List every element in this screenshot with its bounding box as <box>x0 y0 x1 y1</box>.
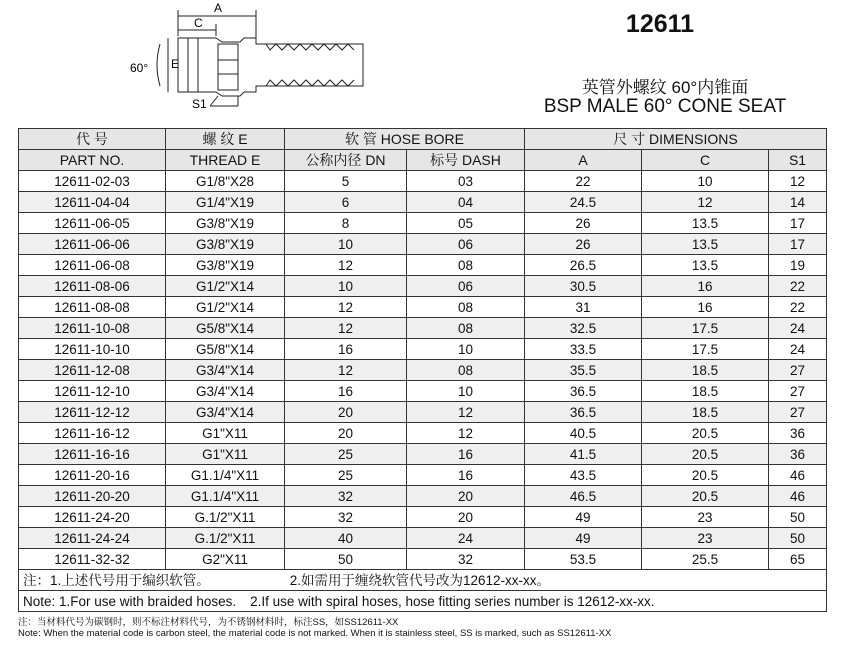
cell-dash: 10 <box>407 339 525 360</box>
cell-dim-s1: 17 <box>769 213 827 234</box>
title-english: BSP MALE 60° CONE SEAT <box>543 96 787 117</box>
cell-dim-s1: 36 <box>769 444 827 465</box>
cell-dim-a: 33.5 <box>525 339 642 360</box>
header-row-chinese <box>19 129 827 150</box>
cell-part-no: 12611-12-12 <box>19 402 166 423</box>
table-row <box>19 486 827 507</box>
table-row <box>19 297 827 318</box>
cell-dim-s1: 12 <box>769 171 827 192</box>
cell-dim-s1: 27 <box>769 381 827 402</box>
cell-dn: 12 <box>285 360 407 381</box>
table-row <box>19 234 827 255</box>
cell-dim-a: 30.5 <box>525 276 642 297</box>
table-row <box>19 255 827 276</box>
header-thread: THREAD E <box>166 150 285 171</box>
cell-part-no: 12611-16-16 <box>19 444 166 465</box>
hex-body <box>218 44 238 90</box>
cell-thread: G1"X11 <box>166 444 285 465</box>
cell-dim-s1: 65 <box>769 549 827 570</box>
fitting-drawing <box>118 0 368 120</box>
cell-dim-c: 13.5 <box>642 255 769 276</box>
table-row <box>19 507 827 528</box>
cell-part-no: 12611-24-24 <box>19 528 166 549</box>
hose-tail-barbs-top <box>266 44 354 50</box>
cell-dim-a: 53.5 <box>525 549 642 570</box>
table-row <box>19 171 827 192</box>
table-row <box>19 276 827 297</box>
cell-part-no: 12611-20-16 <box>19 465 166 486</box>
cell-dim-a: 40.5 <box>525 423 642 444</box>
cone-angle-arc <box>157 44 160 86</box>
cell-dim-a: 32.5 <box>525 318 642 339</box>
table-row <box>19 402 827 423</box>
cell-thread: G1.1/4"X11 <box>166 465 285 486</box>
cell-dim-c: 13.5 <box>642 234 769 255</box>
cell-dn: 40 <box>285 528 407 549</box>
cell-dim-a: 36.5 <box>525 402 642 423</box>
header-thread-cn: 螺 纹 E <box>166 129 285 150</box>
cell-part-no: 12611-08-08 <box>19 297 166 318</box>
cell-part-no: 12611-24-20 <box>19 507 166 528</box>
header-dash: 标号 DASH <box>407 150 525 171</box>
cell-dim-s1: 46 <box>769 465 827 486</box>
cell-dim-a: 35.5 <box>525 360 642 381</box>
cell-dash: 06 <box>407 234 525 255</box>
cell-dim-s1: 36 <box>769 423 827 444</box>
footnote-chinese: 注：当材料代号为碳钢时，则不标注材料代号，为不锈钢材料时，标注SS，如SS12611-XX <box>18 617 399 628</box>
note-en-1: Note: 1.For use with braided hoses. <box>23 593 237 609</box>
cell-part-no: 12611-12-08 <box>19 360 166 381</box>
cell-dn: 8 <box>285 213 407 234</box>
header-a: A <box>525 150 642 171</box>
header-dn: 公称内径 DN <box>285 150 407 171</box>
table-body <box>19 171 827 570</box>
cell-dim-c: 23 <box>642 507 769 528</box>
cell-dash: 16 <box>407 465 525 486</box>
cell-dim-c: 12 <box>642 192 769 213</box>
cell-dim-c: 25.5 <box>642 549 769 570</box>
cell-dn: 32 <box>285 486 407 507</box>
cell-dim-a: 26.5 <box>525 255 642 276</box>
table-row <box>19 213 827 234</box>
cell-dim-s1: 14 <box>769 192 827 213</box>
cell-dash: 08 <box>407 360 525 381</box>
cell-dash: 16 <box>407 444 525 465</box>
dimension-s1-label: S1 <box>192 97 207 111</box>
cell-dim-s1: 46 <box>769 486 827 507</box>
cell-dash: 08 <box>407 255 525 276</box>
cell-dim-s1: 50 <box>769 507 827 528</box>
cell-dim-c: 17.5 <box>642 339 769 360</box>
cell-dn: 20 <box>285 423 407 444</box>
cell-dash: 20 <box>407 486 525 507</box>
cell-dim-c: 18.5 <box>642 402 769 423</box>
cell-dim-s1: 24 <box>769 318 827 339</box>
dimension-e-label: E <box>171 57 180 71</box>
cell-dim-s1: 19 <box>769 255 827 276</box>
dimension-a-label: A <box>214 1 223 15</box>
cell-dn: 20 <box>285 402 407 423</box>
cell-dim-s1: 50 <box>769 528 827 549</box>
cell-dim-s1: 17 <box>769 234 827 255</box>
cell-thread: G1.1/4"X11 <box>166 486 285 507</box>
cell-dim-c: 16 <box>642 276 769 297</box>
cell-dim-a: 26 <box>525 213 642 234</box>
cell-thread: G1"X11 <box>166 423 285 444</box>
cell-dim-c: 13.5 <box>642 213 769 234</box>
cell-dim-c: 20.5 <box>642 444 769 465</box>
table-row <box>19 360 827 381</box>
cell-dim-s1: 27 <box>769 402 827 423</box>
cell-part-no: 12611-04-04 <box>19 192 166 213</box>
cell-thread: G.1/2"X11 <box>166 528 285 549</box>
cell-dim-c: 18.5 <box>642 381 769 402</box>
cell-dash: 05 <box>407 213 525 234</box>
cell-part-no: 12611-32-32 <box>19 549 166 570</box>
cell-thread: G.1/2"X11 <box>166 507 285 528</box>
cell-part-no: 12611-10-10 <box>19 339 166 360</box>
cell-dn: 12 <box>285 255 407 276</box>
cell-dn: 16 <box>285 339 407 360</box>
header-row-english <box>19 150 827 171</box>
cell-dash: 08 <box>407 318 525 339</box>
cell-thread: G2"X11 <box>166 549 285 570</box>
cell-dim-s1: 22 <box>769 297 827 318</box>
title-chinese: 英管外螺纹 60°内锥面 <box>581 78 749 97</box>
table-row <box>19 444 827 465</box>
notes-row-chinese <box>19 570 827 591</box>
cell-part-no: 12611-20-20 <box>19 486 166 507</box>
cell-part-no: 12611-02-03 <box>19 171 166 192</box>
cell-dash: 12 <box>407 423 525 444</box>
table-row <box>19 528 827 549</box>
cell-dash: 08 <box>407 297 525 318</box>
cell-dn: 25 <box>285 465 407 486</box>
cell-dash: 04 <box>407 192 525 213</box>
note-cn-1: 注：1.上述代号用于编织软管。 <box>23 572 210 588</box>
cell-dash: 10 <box>407 381 525 402</box>
cell-thread: G1/2"X14 <box>166 297 285 318</box>
header-part-no: PART NO. <box>19 150 166 171</box>
cell-dn: 32 <box>285 507 407 528</box>
specification-table <box>18 128 827 612</box>
dimension-c-label: C <box>194 16 203 30</box>
cell-dim-s1: 27 <box>769 360 827 381</box>
cell-dash: 03 <box>407 171 525 192</box>
cell-thread: G1/4"X19 <box>166 192 285 213</box>
cell-dim-s1: 22 <box>769 276 827 297</box>
table-row <box>19 192 827 213</box>
cell-dim-a: 43.5 <box>525 465 642 486</box>
cell-thread: G1/8"X28 <box>166 171 285 192</box>
cell-dim-a: 49 <box>525 528 642 549</box>
cell-thread: G3/8"X19 <box>166 213 285 234</box>
cell-dim-c: 23 <box>642 528 769 549</box>
cell-dim-a: 31 <box>525 297 642 318</box>
cell-dn: 5 <box>285 171 407 192</box>
cell-dn: 6 <box>285 192 407 213</box>
cell-dim-a: 24.5 <box>525 192 642 213</box>
cell-dash: 06 <box>407 276 525 297</box>
table-row <box>19 318 827 339</box>
cell-dn: 12 <box>285 318 407 339</box>
table-row <box>19 381 827 402</box>
cell-dn: 25 <box>285 444 407 465</box>
cell-dim-a: 41.5 <box>525 444 642 465</box>
cone-angle-label: 60° <box>130 61 149 75</box>
cell-part-no: 12611-10-08 <box>19 318 166 339</box>
part-number-title: 12611 <box>625 10 695 38</box>
header-hose-bore: 软 管 HOSE BORE <box>285 129 525 150</box>
cell-dn: 10 <box>285 276 407 297</box>
cell-dn: 16 <box>285 381 407 402</box>
cell-dash: 32 <box>407 549 525 570</box>
cell-part-no: 12611-06-08 <box>19 255 166 276</box>
hose-tail-barbs-bottom <box>266 80 354 86</box>
table-row <box>19 423 827 444</box>
header-c: C <box>642 150 769 171</box>
notes-row-english <box>19 591 827 612</box>
s1-leader <box>210 96 218 106</box>
cell-part-no: 12611-12-10 <box>19 381 166 402</box>
cell-thread: G3/4"X14 <box>166 402 285 423</box>
cell-dim-c: 17.5 <box>642 318 769 339</box>
cell-dim-s1: 24 <box>769 339 827 360</box>
table-row <box>19 339 827 360</box>
cell-part-no: 12611-06-05 <box>19 213 166 234</box>
cell-dim-a: 36.5 <box>525 381 642 402</box>
cell-dim-c: 20.5 <box>642 465 769 486</box>
cell-dim-c: 20.5 <box>642 486 769 507</box>
cell-dash: 24 <box>407 528 525 549</box>
header-s1: S1 <box>769 150 827 171</box>
cell-dim-c: 20.5 <box>642 423 769 444</box>
cell-dim-a: 49 <box>525 507 642 528</box>
fitting-outline <box>178 38 363 96</box>
cell-dash: 12 <box>407 402 525 423</box>
cell-dim-a: 46.5 <box>525 486 642 507</box>
note-cn-2: 2.如需用于缠绕软管代号改为12612-xx-xx。 <box>289 572 551 588</box>
cell-dn: 10 <box>285 234 407 255</box>
cell-dn: 12 <box>285 297 407 318</box>
cell-dash: 20 <box>407 507 525 528</box>
cell-dim-a: 22 <box>525 171 642 192</box>
table-row <box>19 465 827 486</box>
cell-thread: G1/2"X14 <box>166 276 285 297</box>
header-dimensions: 尺 寸 DIMENSIONS <box>525 129 827 150</box>
cell-thread: G3/4"X14 <box>166 360 285 381</box>
cell-thread: G5/8"X14 <box>166 318 285 339</box>
note-en-2: 2.If use with spiral hoses, hose fitting series number is 12612-xx-xx. <box>250 593 655 609</box>
table-row <box>19 549 827 570</box>
cell-dim-a: 26 <box>525 234 642 255</box>
cell-thread: G3/4"X14 <box>166 381 285 402</box>
header-part-cn: 代 号 <box>19 129 166 150</box>
cell-thread: G3/8"X19 <box>166 234 285 255</box>
cell-dn: 50 <box>285 549 407 570</box>
cell-dim-c: 18.5 <box>642 360 769 381</box>
cell-part-no: 12611-16-12 <box>19 423 166 444</box>
cell-part-no: 12611-06-06 <box>19 234 166 255</box>
cell-dim-c: 10 <box>642 171 769 192</box>
cell-thread: G5/8"X14 <box>166 339 285 360</box>
cell-thread: G3/8"X19 <box>166 255 285 276</box>
cell-part-no: 12611-08-06 <box>19 276 166 297</box>
footnote-english: Note: When the material code is carbon steel, the material code is not marked. When it is stainless steel, SS is marked, such as SS12611-XX <box>18 628 612 639</box>
cell-dim-c: 16 <box>642 297 769 318</box>
